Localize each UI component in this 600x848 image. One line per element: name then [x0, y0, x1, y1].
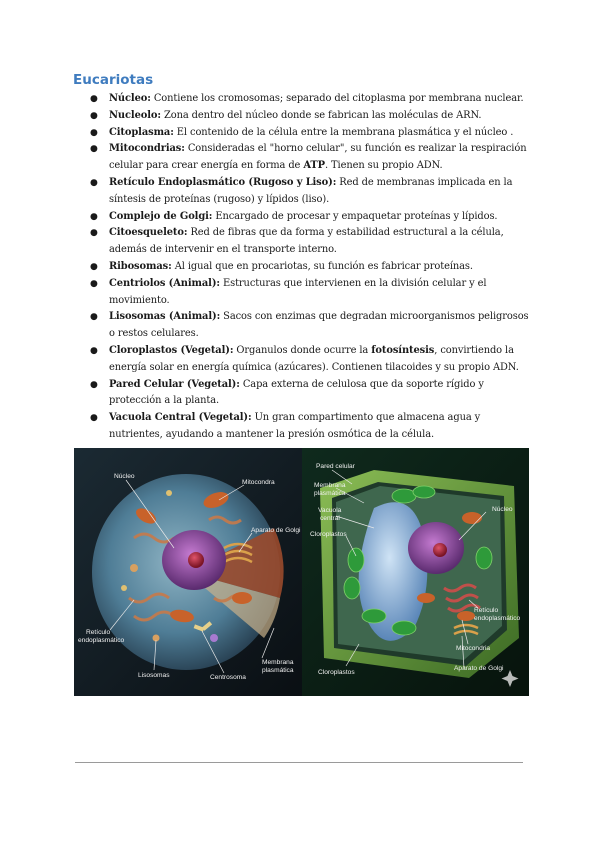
bullet-icon: ● [90, 413, 98, 424]
description: Contiene los cromosomas; separado del citoplasma por membrana nuclear. [150, 93, 524, 104]
label-golgi: Aparato de Golgi [454, 665, 504, 672]
bullet-icon: ● [90, 110, 98, 121]
list-item [90, 175, 530, 209]
emphasis: fotosíntesis [371, 344, 435, 356]
description: Estructuras que intervienen en la división celular y el movimiento. [109, 277, 487, 306]
label-golgi: Aparato de Golgi [251, 527, 301, 534]
list-item [90, 125, 530, 142]
list-item [90, 410, 530, 444]
bullet-icon: ● [90, 379, 98, 390]
label-cloroplastos-bottom: Cloroplastos [318, 669, 355, 676]
description: El contenido de la célula entre la membrana plasmática y el núcleo . [173, 126, 514, 138]
term: Lisosomas (Animal): [109, 311, 221, 323]
bullet-icon: ● [90, 312, 98, 323]
nucleolus [188, 552, 204, 568]
label-vacuola-1: Vacuola [318, 507, 342, 514]
label-nucleo: Núcleo [492, 506, 513, 513]
list-item [90, 276, 530, 310]
description: Al igual que en procariotas, su función es fabricar proteínas. [171, 260, 473, 272]
description: Consideradas el "horno celular", su función es realizar la respiración celular para crear energía en forma de [109, 143, 527, 172]
label-membrana-2: plasmática [262, 667, 294, 674]
label-lisosomas: Lisosomas [138, 672, 170, 679]
term: Núcleo: [109, 93, 151, 104]
label-membrana-1: Membrana [314, 482, 346, 489]
organelle-list [90, 91, 530, 444]
list-item [90, 343, 530, 377]
list-item [90, 209, 530, 226]
list-item [90, 259, 530, 276]
term: Ribosomas: [109, 260, 172, 272]
bullet-icon: ● [90, 177, 98, 188]
bullet-icon: ● [90, 278, 98, 289]
cell-diagram [74, 448, 529, 696]
label-centrosoma: Centrosoma [210, 674, 246, 681]
label-reticulo-2: endoplasmático [474, 615, 521, 622]
list-item [90, 91, 530, 108]
emphasis: ATP [303, 160, 325, 172]
list-item [90, 225, 530, 259]
term: Vacuola Central (Vegetal): [109, 412, 252, 424]
term: Citoesqueleto: [109, 227, 188, 239]
term: Citoplasma: [109, 126, 174, 138]
description: Red de membranas implicada en la síntesis de proteínas (rugoso) y lípidos (liso). [109, 176, 513, 205]
label-reticulo-1: Retículo [86, 629, 111, 636]
term: Mitocondrias: [109, 143, 185, 155]
term: Pared Celular (Vegetal): [109, 378, 240, 390]
term: Nucleolo: [109, 109, 161, 121]
section-heading: Eucariotas [73, 72, 154, 88]
list-item [90, 141, 530, 175]
description: Un gran compartimento que almacena agua y nutrientes, ayudando a mantener la presión osmótica de la célula. [109, 412, 481, 440]
footer-divider [75, 762, 523, 763]
label-reticulo-2: endoplasmático [78, 637, 125, 644]
nucleolus [433, 543, 447, 557]
description: Zona dentro del núcleo donde se fabrican las moléculas de ARN. [160, 109, 482, 121]
label-membrana-2: plasmática [314, 490, 346, 497]
bullet-icon: ● [90, 261, 98, 272]
label-mitocondria: Mitocondra [242, 479, 275, 486]
description: Encargado de procesar y empaquetar proteínas y lípidos. [212, 210, 498, 222]
term: Centriolos (Animal): [109, 277, 220, 289]
bullet-icon: ● [90, 345, 98, 356]
bullet-icon: ● [90, 94, 98, 104]
label-vacuola-2: central [320, 515, 340, 522]
description-continued: , convirtiendo la energía solar en energía química (azúcares). Contienen tilacoides y su propio ADN. [109, 344, 519, 373]
label-membrana-1: Membrana [262, 659, 294, 666]
term: Cloroplastos (Vegetal): [109, 344, 234, 356]
description: Sacos con enzimas que degradan microorganismos peligrosos o restos celulares. [109, 311, 529, 340]
label-cloroplastos-top: Cloroplastos [310, 531, 347, 538]
term: Complejo de Golgi: [109, 210, 213, 222]
label-reticulo-1: Retículo [474, 607, 499, 614]
bullet-icon: ● [90, 144, 98, 155]
description: Organulos donde ocurre la [233, 344, 372, 356]
label-mitocondria: Mitocondria [456, 645, 491, 652]
list-item [90, 309, 530, 343]
list-item [90, 377, 530, 411]
description-continued: . Tienen su propio ADN. [324, 160, 443, 172]
label-nucleo: Núcleo [114, 473, 135, 480]
term: Retículo Endoplasmático (Rugoso y Liso): [109, 176, 337, 188]
bullet-icon: ● [90, 211, 98, 222]
bullet-icon: ● [90, 228, 98, 239]
description: Capa externa de celulosa que da soporte rígido y protección a la planta. [109, 378, 484, 407]
list-item [90, 108, 530, 125]
label-pared-celular: Pared celular [316, 463, 355, 470]
cell-illustration [74, 448, 529, 696]
bullet-icon: ● [90, 127, 98, 138]
description: Red de fibras que da forma y estabilidad estructural a la célula, además de intervenir en el transporte interno. [109, 227, 504, 256]
